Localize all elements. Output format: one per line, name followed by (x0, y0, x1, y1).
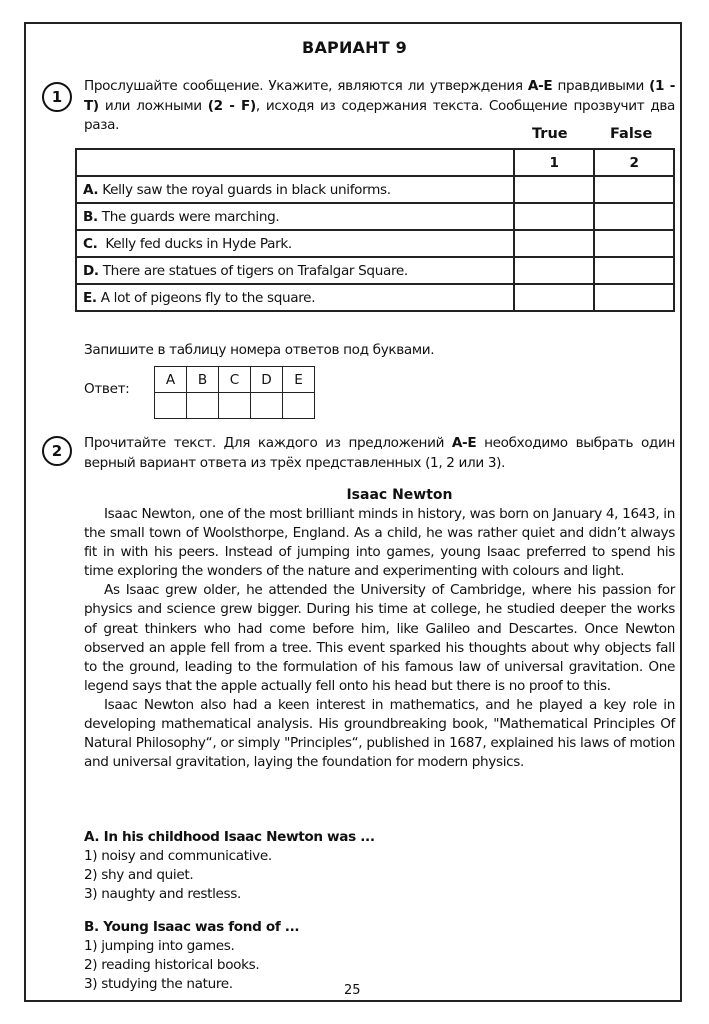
answer-instruction: Запишите в таблицу номера ответов под буквами. (84, 342, 435, 358)
text-title: Isaac Newton (346, 487, 453, 503)
table-row (76, 230, 674, 257)
true-column-label: True (532, 126, 568, 142)
page-number: 25 (344, 983, 361, 998)
answer-cell-true[interactable] (514, 203, 594, 230)
task-number-1: 1 (42, 82, 72, 112)
answer-letter-e: E (283, 367, 315, 393)
answer-cell-true[interactable] (514, 257, 594, 284)
table-row (76, 176, 674, 203)
reading-passage (84, 505, 675, 772)
answer-cell-false[interactable] (594, 257, 674, 284)
answer-cell-false[interactable] (594, 176, 674, 203)
question-b (84, 918, 675, 994)
statement-c: C. Kelly fed ducks in Hyde Park. (76, 230, 514, 257)
question-a-option-1[interactable]: 1) noisy and communicative. (84, 848, 272, 865)
answer-input-d[interactable] (251, 393, 283, 419)
col2-header: 2 (594, 149, 674, 176)
answer-grid (154, 366, 315, 419)
answer-letter-b: B (187, 367, 219, 393)
answer-letters-row (155, 367, 315, 393)
col1-header: 1 (514, 149, 594, 176)
table-header-row (76, 149, 674, 176)
answer-input-e[interactable] (283, 393, 315, 419)
answer-cell-false[interactable] (594, 284, 674, 311)
answer-letter-d: D (251, 367, 283, 393)
answer-letter-a: A (155, 367, 187, 393)
answer-cell-false[interactable] (594, 230, 674, 257)
question-a-heading: A. In his childhood Isaac Newton was ... (84, 829, 375, 845)
question-b-option-3[interactable]: 3) studying the nature. (84, 976, 233, 993)
page-title: ВАРИАНТ 9 (302, 38, 407, 57)
table-row (76, 284, 674, 311)
statement-header-cell (76, 149, 514, 176)
table-row (76, 203, 674, 230)
answer-cell-true[interactable] (514, 284, 594, 311)
paragraph-3: Isaac Newton also had a keen interest in mathematics, and he played a key role in developing mathematical analysis. His groundbreaking book, "Mathematical Principles Of Natural Philosophy“, or simply "Principles“, published in 1687, explained his laws of motion and universal gravitation, laying the foundation for modern physics. (84, 696, 675, 771)
answer-cell-true[interactable] (514, 176, 594, 203)
answer-input-a[interactable] (155, 393, 187, 419)
task2-instruction: Прочитайте текст. Для каждого из предложений A-E необходимо выбрать один верный вариант ответа из трёх представленных (1, 2 или 3). (84, 435, 676, 471)
answer-cell-false[interactable] (594, 203, 674, 230)
statement-a: A. Kelly saw the royal guards in black uniforms. (76, 176, 514, 203)
question-a-option-2[interactable]: 2) shy and quiet. (84, 867, 194, 884)
answer-input-c[interactable] (219, 393, 251, 419)
task-number-2: 2 (42, 436, 72, 466)
question-b-heading: B. Young Isaac was fond of ... (84, 919, 300, 935)
false-column-label: False (610, 126, 653, 142)
question-a-option-3[interactable]: 3) naughty and restless. (84, 886, 241, 903)
answer-input-row (155, 393, 315, 419)
answer-label: Ответ: (84, 381, 130, 397)
task1-instruction: Прослушайте сообщение. Укажите, являются ли утверждения A-E правдивыми (1 - T) или ложными (2 - F), исходя из содержания текста. Сообщение прозвучит два раза. (84, 78, 676, 133)
question-a (84, 828, 675, 904)
paragraph-1: Isaac Newton, one of the most brilliant minds in history, was born on January 4, 1643, in the small town of Woolsthorpe, England. As a child, he was rather quiet and didn’t always fit in with his peers. Instead of jumping into games, young Isaac preferred to spend his time exploring the wonders of the nature and experimenting with colours and light. (84, 506, 675, 580)
true-false-table (75, 148, 675, 312)
statement-e: E. A lot of pigeons fly to the square. (76, 284, 514, 311)
statement-d: D. There are statues of tigers on Trafalgar Square. (76, 257, 514, 284)
answer-input-b[interactable] (187, 393, 219, 419)
answer-cell-true[interactable] (514, 230, 594, 257)
question-b-option-1[interactable]: 1) jumping into games. (84, 938, 235, 955)
answer-letter-c: C (219, 367, 251, 393)
paragraph-2: As Isaac grew older, he attended the University of Cambridge, where his passion for physics and science grew bigger. During his time at college, he studied deeper the works of great thinkers who had come before him, like Galileo and Descartes. Once Newton observed an apple fell from a tree. This event sparked his thoughts about why objects fall to the ground, leading to the formulation of his famous law of universal gravitation. One legend says that the apple actually fell onto his head but there is no proof to this. (84, 582, 675, 694)
statement-b: B. The guards were marching. (76, 203, 514, 230)
question-b-option-2[interactable]: 2) reading historical books. (84, 957, 260, 974)
table-row (76, 257, 674, 284)
